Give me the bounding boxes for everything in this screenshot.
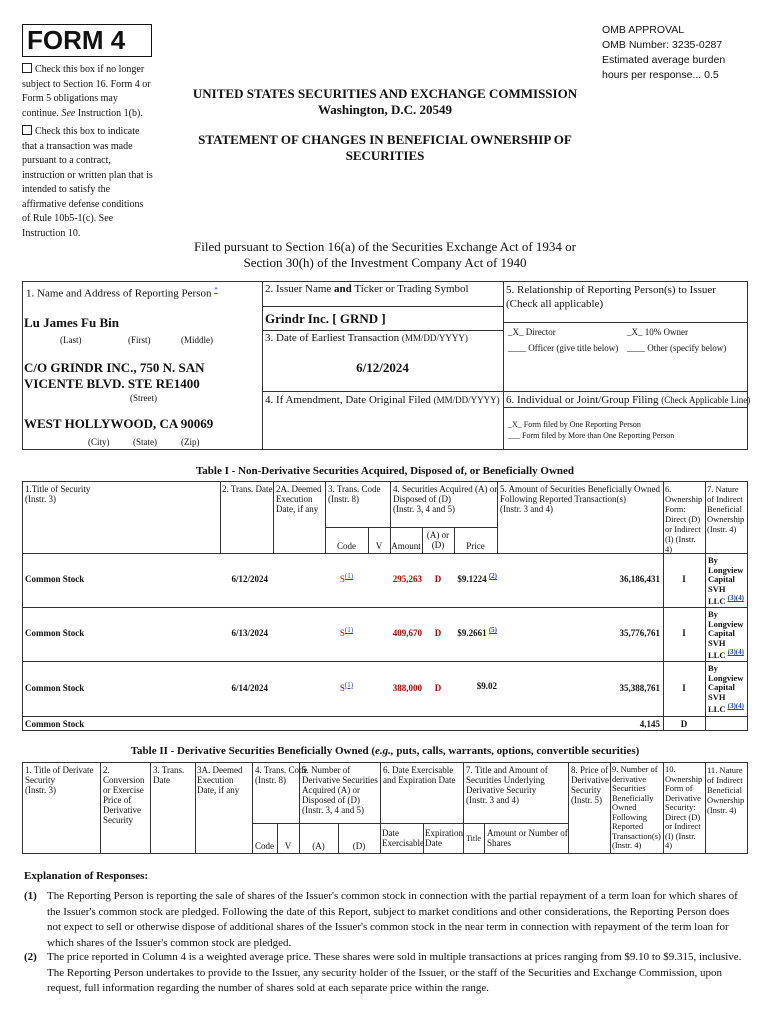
nature-of-ownership [708,610,744,661]
check1-line4: continue. [22,107,59,119]
omb-hours: hours per response... 0.5 [602,69,719,81]
t2-h7-l3: Derivative Security [466,785,537,795]
t2-h9-l4: Beneficially [612,792,654,803]
security-title: Common Stock [25,574,85,584]
nature-line [708,702,744,714]
nature-line: Capital [708,682,735,693]
check1-line3: Form 5 obligations may [22,93,118,104]
check2-line6: affirmative defense conditions [22,198,144,210]
label-city: (City) [88,437,110,447]
t2-title-b: puts, calls, warrants, options, convertible securities) [393,745,640,757]
box4-label-text: 4. If Amendment, Date Original Filed [265,394,431,406]
t2-h11-l2: of Indirect [707,775,743,785]
check2-line3: pursuant to a contract, [22,155,111,166]
t2-h4-l1: 4. Trans. Code [255,765,308,775]
t2-sub-exp-l1: Expiration [425,828,463,838]
amount-owned: 4,145 [639,719,660,729]
t2-sub-amt-l2: Shares [487,838,511,848]
street-line1: C/O GRINDR INC., 750 N. SAN [24,360,205,375]
label-first: (First) [128,335,151,345]
t1-sub-ad [422,530,454,550]
footnote-link[interactable]: (3)(4) [727,702,744,711]
t1-h1-l1: 1.Title of Security [25,484,91,494]
t2-h9-l2: derivative [612,773,646,784]
t1-sub-ad-l2: (D) [431,540,445,550]
t2-h7-l2: Securities Underlying [466,775,545,785]
t2-sub-amt [487,828,568,848]
t1-h1 [25,484,90,504]
t1-sub-amount: Amount [391,541,421,551]
t1-h5-l2: Following Reported Transaction(s) [500,494,626,504]
nature-line: Capital [708,574,735,585]
t1-h6 [665,484,702,554]
label-street: (Street) [130,393,157,403]
t2-h10-l8: (I) (Instr. [665,830,696,841]
t2-h3a [197,765,242,795]
label-state: (State) [133,437,157,447]
t1-h4-l2: Disposed of (D) [393,494,451,504]
amount: 409,670 [392,628,422,638]
relationship-other[interactable]: ____ Other (specify below) [627,343,727,353]
t1-h6-l3: Form: [665,504,686,514]
t2-h5 [302,765,378,815]
amount: 295,263 [392,574,422,584]
t1-h2a-l2: Execution [276,494,313,504]
agency-heading [170,86,600,118]
t2-sub-v: V [284,841,292,851]
check2-line1: Check this box to indicate [35,126,140,137]
t2-sub-exp-l2: Date [425,838,442,848]
t2-h2-l5: Derivative [103,805,141,815]
t1-h7-l4: Ownership [707,514,745,524]
box6-note: (Check Applicable Line) [661,395,751,405]
ownership-form: D [680,719,688,729]
t2-h2-l1: 2. [103,765,110,775]
t2-h10-l4: Derivative [665,792,701,803]
footnote-link[interactable]: (1) [344,572,354,580]
exp2-line2: The Reporting Person undertakes to provide to the Issuer, any security holder of the Issuer, or the staff of the Securities and Exchange Commission, upon [47,966,722,979]
t2-h10-l5: Security: [665,802,696,812]
security-title: Common Stock [25,628,85,638]
footnote-link[interactable]: (2) [488,572,497,580]
check1-instr: Instruction 1(b). [77,107,143,119]
t1-h3-l2: (Instr. 8) [328,494,359,504]
t2-sub-de [382,828,424,848]
table1 [22,481,748,731]
footnote-link[interactable]: (1) [344,626,354,634]
explanation-heading: Explanation of Responses: [24,870,149,882]
nature-line: By [708,609,718,619]
price-value: $9.1224 [457,574,487,584]
t1-h6-l2: Ownership [665,494,703,504]
t2-h4 [255,765,308,785]
box3-label [265,332,468,344]
t1-h6-l5: or Indirect [665,524,701,534]
exp1-line1: The Reporting Person is reporting the sale of shares of the Issuer's common stock in connection with the partial repayment of a term loan for which shares of [47,890,738,902]
nature-line: Longview [708,672,744,683]
t2-sub-de-l2: Exercisable [382,838,424,848]
price [454,626,497,638]
t2-h3a-l2: Execution [197,775,234,785]
explanation-item-2 [24,950,748,997]
t2-title-eg: e.g., [375,745,394,757]
ownership-form: I [682,682,686,693]
t2-sub-a: (A) [312,841,325,851]
t1-h5-l1: 5. Amount of Securities Beneficially Owned [500,484,660,494]
reporting-person-name: Lu James Fu Bin [24,315,119,330]
box3-format: (MM/DD/YYYY) [401,333,468,343]
t2-h7 [466,765,548,805]
t1-h7-l5: (Instr. 4) [707,524,737,534]
t2-h1-l1: 1. Title of Derivate [25,765,94,775]
check1-line2: subject to Section 16. Form 4 or [22,78,151,90]
trans-date: 6/12/2024 [231,574,268,584]
nature-line [708,594,744,606]
t2-h9-l9: (Instr. 4) [612,840,642,850]
security-title: Common Stock [25,682,85,693]
box2-label [265,283,469,295]
t2-h3 [153,765,184,785]
acquired-disposed: D [434,682,442,693]
box5-label [506,283,716,311]
check1-line1: Check this box if no longer [35,64,145,75]
price [454,681,497,691]
street-address [24,360,205,392]
acquired-disposed: D [434,574,442,584]
statement-line2: SECURITIES [345,148,425,163]
issuer-name: Grindr Inc. [ GRND ] [265,311,386,326]
t2-h9-l3: Securities [612,783,646,793]
t2-h1-l3: (Instr. 3) [25,785,56,795]
exp1-line4: which shares of the Issuer's common stock are pledged. [47,936,292,949]
label-middle: (Middle) [181,335,213,345]
check1-see: See [61,107,76,119]
t1-h6-l6: (I) (Instr. [665,534,696,544]
box3-label-text: 3. Date of Earliest Transaction [265,332,400,344]
t2-h7-l1: 7. Title and Amount of [466,765,548,775]
table2-title [22,745,748,757]
t2-h6 [383,765,455,785]
t2-sub-code: Code [255,841,274,851]
box5-line1: 5. Relationship of Reporting Person(s) to Issuer [506,284,716,296]
t1-h2: 2. Trans. Date [222,484,273,494]
filing-more-persons[interactable]: ___ Form filed by More than One Reporting Person [508,431,675,440]
table1-title: Table I - Non-Derivative Securities Acquired, Disposed of, or Beneficially Owned [195,465,575,477]
ownership-form: I [682,628,686,638]
filing-one-person[interactable]: _X_ Form filed by One Reporting Person [508,420,641,429]
t1-sub-price: Price [466,541,485,551]
t2-h10 [665,765,702,851]
t2-h2 [103,765,145,825]
t1-h5 [500,484,660,514]
t2-h3-l1: 3. Trans. [153,765,185,775]
exp2-line3: request, full information regarding the number of shares sold at each separate price within the range. [47,982,489,994]
t2-h11 [707,765,744,815]
omb-label: OMB APPROVAL [602,24,685,36]
check2-line4: instruction or written plan that is [22,169,153,181]
footnote-link[interactable]: (3)(4) [727,594,744,603]
relationship-director[interactable]: _X_ Director [508,327,556,337]
explanation-num-1: (1) [24,890,37,902]
t1-h7-l1: 7. Nature [707,484,739,494]
box1-label-text: 1. Name and Address of Reporting Person [26,287,212,300]
nature-line: SVH [708,637,726,648]
statement-line1: STATEMENT OF CHANGES IN BENEFICIAL OWNERSHIP OF [198,132,572,147]
footnote-link[interactable]: (5) [488,626,497,634]
security-title: Common Stock [25,719,85,729]
statement-heading [170,132,600,164]
agency-city: Washington, D.C. 20549 [318,102,452,117]
nature-line-text: LLC [708,650,726,661]
t1-sub-code: Code [337,541,356,551]
t2-h11-l4: Ownership [707,795,745,805]
amount: 388,000 [392,682,422,693]
checkbox-section16[interactable] [22,63,32,73]
box6-label [506,394,750,406]
t2-h1-l2: Security [25,775,55,785]
t1-h5-l3: (Instr. 3 and 4) [500,504,553,514]
omb-approval [602,23,725,83]
t2-h9-l1: 9. Number of [612,764,658,774]
t1-h4-l3: (Instr. 3, 4 and 5) [393,504,455,514]
nature-line: By [708,555,718,565]
t2-sub-d: (D) [352,841,366,851]
t1-sub-v: V [375,541,383,551]
label-zip: (Zip) [181,437,200,447]
t2-h9-l8: Transaction(s) [612,830,661,841]
trans-code [325,626,368,638]
t2-h9-l7: Reported [612,821,644,831]
trans-code [325,572,368,584]
t1-h6-l7: 4) [665,544,673,554]
t1-h7-l3: Beneficial [707,504,742,514]
t2-h8-l3: Security [571,785,601,795]
form-title: FORM 4 [27,25,126,55]
nature-line: Capital [708,628,735,639]
t1-h6-l1: 6. [665,484,672,494]
box4-label [265,394,500,406]
t2-h11-l5: (Instr. 4) [707,805,737,815]
t1-h7 [707,484,744,534]
amount-owned: 35,776,761 [619,628,660,638]
t2-h11-l1: 11. Nature [707,765,743,775]
exp1-line3: not expect to sell or otherwise dispose of additional shares of the Issuer's common stock in the near term in connection with repayment of the term loan for [47,921,729,933]
nature-line: SVH [708,583,726,594]
t2-h7-l4: (Instr. 3 and 4) [466,795,519,805]
nature-line: By [708,663,718,673]
footnote-link[interactable]: (1) [344,680,354,689]
t2-sub-de-l1: Date [382,828,399,838]
t1-h2a-l1: 2A. Deemed [276,484,322,494]
price-value: $9.2661 [457,628,487,638]
t2-h8-l1: 8. Price of [571,765,609,775]
t2-h5-l3: Acquired (A) or [302,785,360,795]
trans-code-value: S [339,628,345,638]
amount-owned: 36,186,431 [619,574,660,584]
check2-line7: of Rule 10b5-1(c). See [22,213,114,224]
nature-line: Longview [708,618,744,629]
nature-line: SVH [708,691,726,702]
relationship-officer[interactable]: ____ Officer (give title below) [508,343,619,353]
t1-h2a [276,484,321,514]
box2-label-and: and [334,283,352,295]
t2-h10-l3: Form of [665,783,693,793]
t2-h9 [612,765,661,851]
box1-footnote-link[interactable]: * [214,286,218,294]
box1-label [26,286,218,300]
nature-of-ownership [708,664,744,715]
t1-h4 [393,484,497,514]
t1-h7-l2: of Indirect [707,494,743,504]
check-box-section16[interactable] [22,63,151,121]
t2-h3a-l3: Date, if any [197,785,240,795]
box4-format: (MM/DD/YYYY) [433,395,500,405]
filed-pursuant [100,239,670,271]
t2-h2-l4: Price of [103,795,132,805]
trans-date: 6/13/2024 [231,628,268,638]
check2-line8: Instruction 10. [22,227,81,239]
form-title-box [22,24,152,57]
explanation-item-1 [24,889,748,951]
omb-number: OMB Number: 3235-0287 [602,39,723,51]
t1-h2a-l3: Date, if any [276,504,319,514]
earliest-transaction-date: 6/12/2024 [356,360,409,375]
t2-h3-l2: Date [153,775,170,785]
check2-line5: intended to satisfy the [22,184,111,195]
footnote-link[interactable]: (3)(4) [727,648,744,657]
t2-sub-title: Title [466,834,481,843]
check-box-10b5[interactable] [22,125,153,241]
t2-h2-l2: Conversion [103,775,145,785]
exp2-line1: The price reported in Column 4 is a weighted average price. These shares were sold in multiple transactions at prices ranging from $9.10 to $9.315, inclusive. [47,951,742,963]
trans-code-value: S [339,682,345,693]
t2-sub-amt-l1: Amount or Number of [487,828,568,838]
checkbox-10b5[interactable] [22,125,32,135]
t2-h5-l5: (Instr. 3, 4 and 5) [302,805,364,815]
t2-title-a: Table II - Derivative Securities Beneficially Owned ( [130,745,376,757]
explanation-num-2: (2) [24,951,37,963]
trans-date: 6/14/2024 [231,682,268,693]
label-last: (Last) [60,335,82,345]
exp1-line2: the Issuer's common stock are pledged. Following the date of this Report, subject to market conditions and other considerations, the Reporting Person does [47,905,730,918]
t1-h1-l2: (Instr. 3) [25,494,56,504]
box6-label-text: 6. Individual or Joint/Group Filing [506,394,659,406]
box5-line2: (Check all applicable) [506,298,604,310]
t2-h5-l4: Disposed of (D) [302,795,360,805]
nature-line-text: LLC [708,704,726,715]
t2-h10-l6: Direct (D) [665,811,701,822]
t2-h10-l2: Ownership [665,773,703,784]
filed-line1: Filed pursuant to Section 16(a) of the Securities Exchange Act of 1934 or [194,239,576,254]
t1-h3-l1: 3. Trans. Code [328,484,381,494]
nature-of-ownership [708,556,744,607]
nature-line: Longview [708,564,744,575]
check2-line2: that a transaction was made [22,140,133,152]
t2-h5-l2: Derivative Securities [302,775,378,785]
box2-label-a: 2. Issuer Name [265,283,332,295]
t1-h4-l1: 4. Securities Acquired (A) or [393,484,498,494]
ownership-form: I [682,574,686,584]
t2-h8 [571,765,609,805]
price-value: $9.02 [476,680,497,691]
omb-burden: Estimated average burden [602,54,726,66]
t2-sub-exp [425,828,463,848]
t2-h8-l4: (Instr. 5) [571,795,602,805]
t2-h11-l3: Beneficial [707,785,742,795]
filed-line2: Section 30(h) of the Investment Company Act of 1940 [243,255,527,270]
city-state-zip: WEST HOLLYWOOD, CA 90069 [24,416,214,431]
nature-line [708,648,744,660]
t2-h5-l1: 5. Number of [302,765,351,775]
relationship-10pct-owner[interactable]: _X_ 10% Owner [627,327,688,337]
t2-h10-l9: 4) [665,840,673,850]
t2-h2-l6: Security [103,815,133,825]
t1-h6-l4: Direct (D) [665,514,701,524]
t1-h3 [328,484,381,504]
t1-sub-ad-l1: (A) or [426,530,450,540]
t2-h4-l2: (Instr. 8) [255,775,286,785]
trans-code-value: S [339,574,345,584]
t2-h6-l1: 6. Date Exercisable [383,765,454,775]
t2-h3a-l1: 3A. Deemed [197,765,243,775]
box2-label-b: Ticker or Trading Symbol [354,283,469,295]
t2-h9-l5: Owned [612,802,637,812]
t2-h9-l6: Following [612,811,647,822]
t2-h1 [25,765,94,795]
t2-h10-l7: or Indirect [665,821,701,831]
price [454,572,497,584]
nature-line-text: LLC [708,596,726,607]
t2-h8-l2: Derivative [571,775,609,785]
amount-owned: 35,388,761 [619,682,660,693]
agency-name: UNITED STATES SECURITIES AND EXCHANGE COMMISSION [192,86,578,101]
t2-h10-l1: 10. [665,764,676,774]
t2-h6-l2: and Expiration Date [383,775,456,785]
trans-code [325,681,368,693]
t2-h2-l3: or Exercise [103,785,144,795]
acquired-disposed: D [434,628,442,638]
street-line2: VICENTE BLVD. STE RE1400 [24,376,200,391]
